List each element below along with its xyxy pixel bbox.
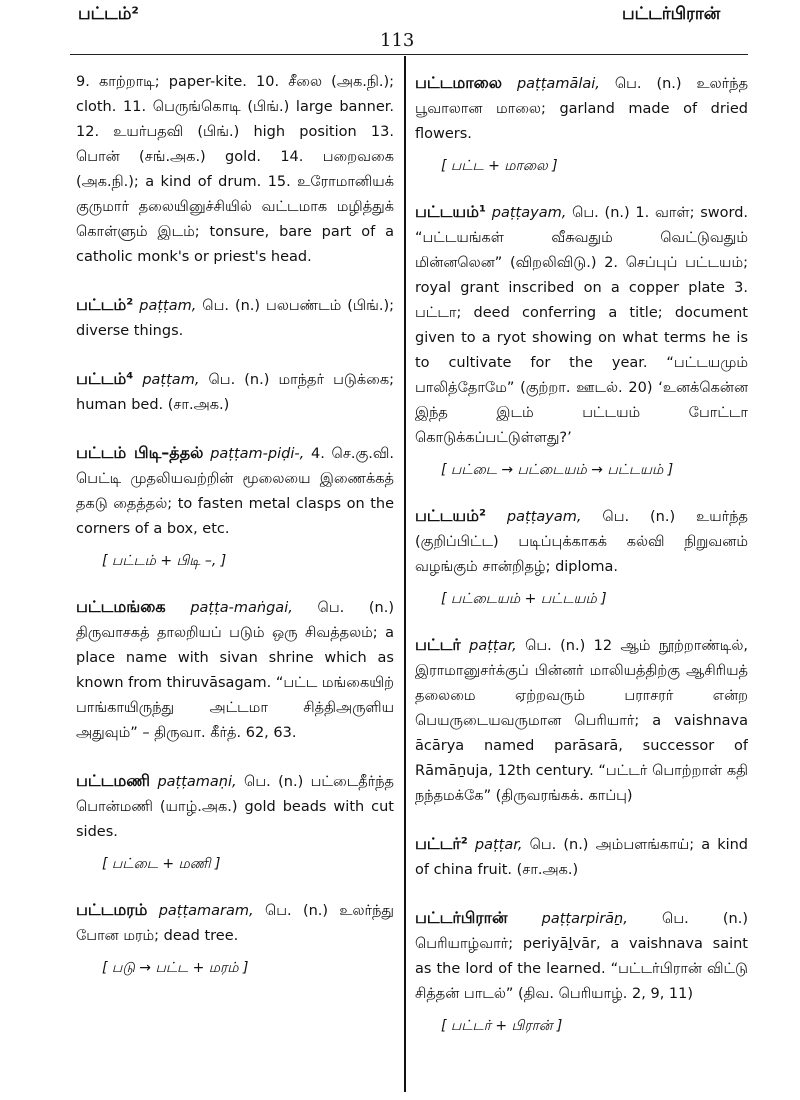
entry-definition: பெ. (n.) உயர்ந்த (குறிப்பிட்ட) படிப்புக்காகக் கல்வி நிறுவனம் வழங்கும் சான்றிதழ்; diploma. <box>415 509 748 575</box>
entry-transliteration: paṭṭamālai, <box>516 76 600 92</box>
entry-headword: பட்டர்² <box>415 834 468 853</box>
dictionary-entry <box>415 831 748 883</box>
left-column <box>76 70 394 1092</box>
column-divider <box>404 56 406 1092</box>
entry-etymology: [ பட்டர் + பிரான் ] <box>441 1018 563 1034</box>
dictionary-entry <box>415 905 748 1037</box>
dictionary-entry <box>76 366 394 418</box>
entry-headword: பட்டமரம் <box>76 900 148 919</box>
dictionary-entry <box>76 440 394 572</box>
dictionary-entry <box>415 503 748 610</box>
entry-definition: பெ. (n.) அம்பளங்காய்; a kind of china fruit. (சா.அக.) <box>415 837 748 878</box>
entry-paragraph <box>76 440 394 542</box>
entry-headword: பட்டம்⁴ <box>76 369 134 388</box>
entry-headword: பட்டம் பிடி–த்தல் <box>76 443 204 462</box>
entry-headword: பட்டமாலை <box>415 73 503 92</box>
entry-paragraph <box>76 292 394 344</box>
entry-paragraph <box>415 503 748 580</box>
entry-paragraph <box>415 199 748 451</box>
entry-definition: பெ. (n.) திருவாசகத் தாலறியப் படும் ஒரு சிவத்தலம்; a place name with sivan shrine which as known from thiruvāsagam. “பட்ட மங்கையிற் பாங்காயிருந்து அட்டமா சித்திஅருளிய அதுவும்” – திருவா. கீர்த். 62, 63. <box>76 600 394 741</box>
dictionary-entry <box>415 632 748 809</box>
entry-etymology: [ பட்டை + மணி ] <box>102 856 221 872</box>
entry-etymology: [ படு → பட்ட + மரம் ] <box>102 960 249 976</box>
entry-definition: பெ. (n.) பட்டைதீர்ந்த பொன்மணி (யாழ்.அக.) gold beads with cut sides. <box>76 774 394 840</box>
entry-paragraph <box>76 366 394 418</box>
page-number: 113 <box>380 30 415 51</box>
entry-definition: பெ. (n.) பலபண்டம் (பிங்.); diverse things. <box>76 298 394 339</box>
page-header <box>0 0 800 50</box>
dictionary-entry <box>76 292 394 344</box>
entry-transliteration: paṭṭar, <box>474 837 523 853</box>
entry-transliteration: paṭṭamaram, <box>158 903 254 919</box>
entry-headword: பட்டயம்¹ <box>415 202 486 221</box>
entry-definition: பெ. (n.) பெரியாழ்வார்; periyāḻvār, a vaishnava saint as the lord of the learned. “பட்டர்பிரான் விட்டு சித்தன் பாடல்” (திவ. பெரியாழ். 2, 9, 11) <box>415 911 748 1002</box>
dictionary-entry <box>76 594 394 746</box>
entry-paragraph <box>76 768 394 845</box>
header-rule <box>70 54 748 55</box>
entry-headword: பட்டர் <box>415 635 461 654</box>
dictionary-entry <box>76 768 394 875</box>
entry-paragraph <box>415 70 748 147</box>
entry-transliteration: paṭṭam, <box>139 298 197 314</box>
entry-transliteration: paṭṭayam, <box>491 205 567 221</box>
entry-headword: பட்டமணி <box>76 771 151 790</box>
entry-etymology: [ பட்டையம் + பட்டயம் ] <box>441 591 607 607</box>
dictionary-entry <box>76 897 394 979</box>
continued-entry <box>76 70 394 270</box>
continued-entry-text: 9. காற்றாடி; paper-kite. 10. சீலை (அக.நி.); cloth. 11. பெருங்கொடி (பிங்.) large banner. 12. உயர்பதவி (பிங்.) high position 13. பொன் (சங்.அக.) gold. 14. பறைவகை (அக.நி.); a kind of drum. 15. உரோமானியக் குருமார் தலையினுச்சியில் வட்டமாக மழித்துக் கொள்ளும் இடம்; tonsure, bare part of a catholic monk's or priest's head. <box>76 74 394 265</box>
entry-definition: பெ. (n.) உலர்ந்து போன மரம்; dead tree. <box>76 903 394 944</box>
entry-headword: பட்டர்பிரான் <box>415 908 508 927</box>
right-entries <box>415 70 748 1037</box>
entry-transliteration: paṭṭamaṇi, <box>157 774 237 790</box>
entry-definition: பெ. (n.) 12 ஆம் நூற்றாண்டில், இராமானுசர்க்குப் பின்னர் மாலியத்திற்கு ஆசிரியத் தலைமை ஏற்றவரும் பராசரர் என்ற பெயருடையவருமான பெரியார்; a vaishnava ācārya named parāsarā, successor of Rāmāṉuja, 12th century. “பட்டர் பொற்றாள் கதி நந்தமக்கே” (திருவரங்கக். காப்பு) <box>415 638 748 804</box>
entry-headword: பட்டமங்கை <box>76 597 166 616</box>
entry-paragraph <box>415 831 748 883</box>
left-entries <box>76 292 394 979</box>
entry-definition: 4. செ.கு.வி. பெட்டி முதலியவற்றின் மூலையை இணைக்கத் தகடு தைத்தல்; to fasten metal clasps on the corners of a box, etc. <box>76 446 394 537</box>
entry-paragraph <box>76 594 394 746</box>
entry-headword: பட்டம்² <box>76 295 134 314</box>
entry-paragraph <box>76 897 394 949</box>
entry-etymology: [ பட்டை → பட்டையம் → பட்டயம் ] <box>441 462 674 478</box>
entry-paragraph <box>415 632 748 809</box>
entry-paragraph <box>415 905 748 1007</box>
entry-transliteration: paṭṭa-maṅgai, <box>190 600 293 616</box>
right-column <box>415 70 748 1092</box>
entry-transliteration: paṭṭarpirāṉ, <box>541 911 628 927</box>
entry-definition: பெ. (n.) மாந்தர் படுக்கை; human bed. (சா.அக.) <box>76 372 394 413</box>
entry-definition: பெ. (n.) உலர்ந்த பூவாலான மாலை; garland made of dried flowers. <box>415 76 748 142</box>
dictionary-entry <box>415 70 748 177</box>
entry-etymology: [ பட்டம் + பிடி –, ] <box>102 553 227 569</box>
entry-definition: பெ. (n.) 1. வாள்; sword. “பட்டயங்கள் வீசுவதும் வெட்டுவதும் மின்னலென” (விறலிவிடு.) 2. செப்புப் பட்டயம்; royal grant inscribed on a copper plate 3. பட்டா; deed conferring a title; document given to a ryot showing on what terms he is to cultivate for the year. “பட்டயமும் பாலித்தோமே” (குற்றா. ஊடல். 20) ‘உனக்கென்ன இந்த இடம் பட்டயம் போட்டா கொடுக்கப்பட்டுள்ளது?’ <box>415 205 748 446</box>
entry-transliteration: paṭṭayam, <box>506 509 582 525</box>
entry-transliteration: paṭṭam-piḍi-, <box>210 446 305 462</box>
entry-headword: பட்டயம்² <box>415 506 486 525</box>
header-right-guideword: பட்டர்பிரான் <box>622 4 721 24</box>
entry-etymology: [ பட்ட + மாலை ] <box>441 158 558 174</box>
entry-transliteration: paṭṭam, <box>142 372 200 388</box>
dictionary-entry <box>415 199 748 481</box>
header-left-guideword: பட்டம்² <box>78 4 139 24</box>
entry-transliteration: paṭṭar, <box>469 638 517 654</box>
